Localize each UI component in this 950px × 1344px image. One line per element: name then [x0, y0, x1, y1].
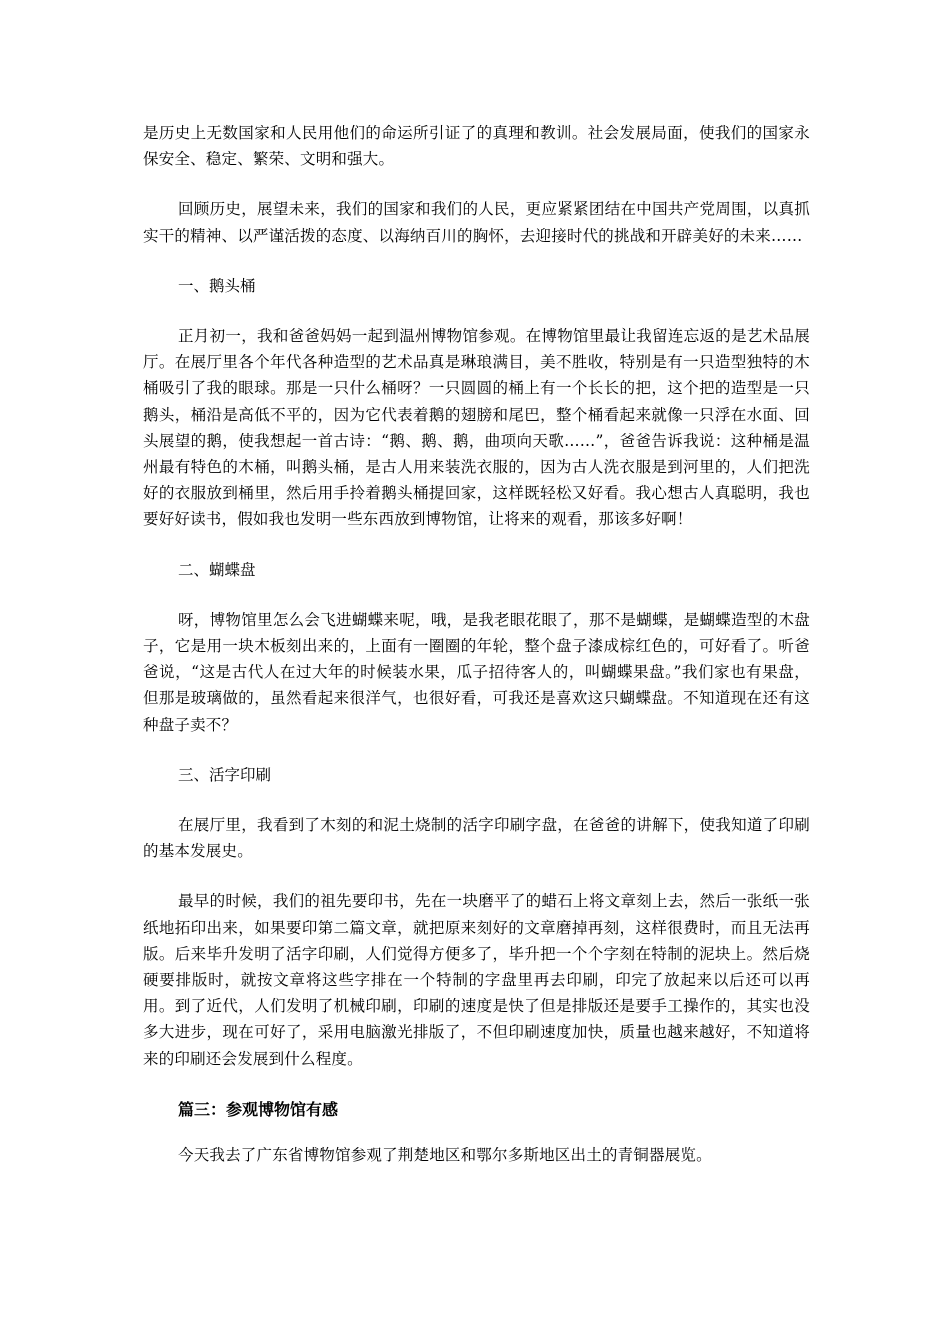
- heading-goose-head-bucket: 一、鹅头桶: [178, 276, 256, 295]
- heading-butterfly-plate: 二、蝴蝶盘: [178, 560, 256, 579]
- paragraph-movable-type-intro: 在展厅里，我看到了木刻的和泥土烧制的活字印刷字盘，在爸爸的讲解下，使我知道了印刷的基本发展史。: [143, 816, 810, 861]
- paragraph-printing-history: 最早的时候，我们的祖先要印书，先在一块磨平了的蜡石上将文章刻上去，然后一张纸一张纸地拓印出来，如果要印第二篇文章，就把原来刻好的文章磨掉再刻，这样很费时，而且无法再版。后来毕升发明了活字印刷，人们觉得方便多了，毕升把一个个字刻在特制的泥块上。然后烧硬要排版时，就按文章将这些字排在一个特制的字盘里再去印刷，印完了放起来以后还可以再用。到了近代，人们发明了机械印刷，印刷的速度是快了但是排版还是要手工操作的，其实也没多大进步，现在可好了，采用电脑激光排版了，不但印刷速度加快，质量也越来越好，不知道将来的印刷还会发展到什么程度。: [143, 892, 810, 1068]
- paragraph-review-history: 回顾历史，展望未来，我们的国家和我们的人民，更应紧紧团结在中国共产党周围，以真抓实干的精神、以严谨活拨的态度、以海纳百川的胸怀，去迎接时代的挑战和开辟美好的未来……: [143, 200, 810, 245]
- section-title-part-three: 篇三：参观博物馆有感: [178, 1099, 339, 1119]
- paragraph-goose-head-bucket: 正月初一，我和爸爸妈妈一起到温州博物馆参观。在博物馆里最让我留连忘返的是艺术品展厅。在展厅里各个年代各种造型的艺术品真是琳琅满目，美不胜收，特别是有一只造型独特的木桶吸引了我的眼球。那是一只什么桶呀？一只圆圆的桶上有一个长长的把，这个把的造型是一只鹅头，桶沿是高低不平的，因为它代表着鹅的翅膀和尾巴，整个桶看起来就像一只浮在水面、回头展望的鹅，使我想起一首古诗：“鹅、鹅、鹅，曲项向天歌……”，爸爸告诉我说：这种桶是温州最有特色的木桶，叫鹅头桶，是古人用来装洗衣服的，因为古人洗衣服是到河里的，人们把洗好的衣服放到桶里，然后用手拎着鹅头桶提回家，这样既轻松又好看。我心想古人真聪明，我也要好好读书，假如我也发明一些东西放到博物馆，让将来的观看，那该多好啊！: [143, 327, 810, 529]
- paragraph-intro-continued: 是历史上无数国家和人民用他们的命运所引证了的真理和教训。社会发展局面，使我们的国家永保安全、稳定、繁荣、文明和强大。: [143, 124, 810, 169]
- heading-movable-type: 三、活字印刷: [178, 765, 272, 784]
- paragraph-bronze-exhibition: 今天我去了广东省博物馆参观了荆楚地区和鄂尔多斯地区出土的青铜器展览。: [178, 1145, 712, 1164]
- document-page: [143, 120, 810, 1192]
- paragraph-butterfly-plate: 呀，博物馆里怎么会飞进蝴蝶来呢，哦，是我老眼花眼了，那不是蝴蝶，是蝴蝶造型的木盘子，它是用一块木板刻出来的，上面有一圈圈的年轮，整个盘子漆成棕红色的，可好看了。听爸爸说，“这是古代人在过大年的时候装水果，瓜子招待客人的，叫蝴蝶果盘。”我们家也有果盘，但那是玻璃做的，虽然看起来很洋气，也很好看，可我还是喜欢这只蝴蝶盘。不知道现在还有这种盘子卖不？: [143, 610, 810, 734]
